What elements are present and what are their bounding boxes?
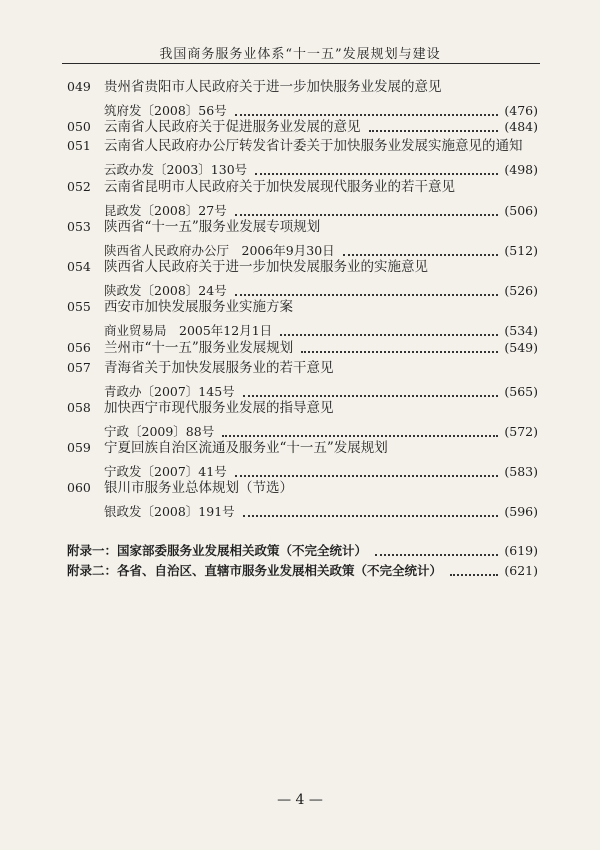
entry-page-number: (565): [504, 384, 538, 399]
entry-title: 加快西宁市现代服务业发展的指导意见: [104, 400, 334, 416]
appendix-1: [67, 541, 538, 561]
dot-leader: [235, 475, 499, 477]
dot-leader: [222, 435, 498, 437]
entry-title: 青海省关于加快发展服务业的若干意见: [104, 360, 334, 376]
entry-title: 云南省昆明市人民政府关于加快发展现代服务业的若干意见: [104, 179, 455, 195]
entry-number: 058: [67, 400, 91, 415]
appendix-page-number: (619): [504, 543, 538, 558]
entry-number: 052: [67, 179, 91, 194]
appendix-2: [67, 561, 538, 581]
dot-leader: [369, 130, 499, 132]
dot-leader: [375, 554, 498, 556]
entry-title: 云南省人民政府关于促进服务业发展的意见: [104, 119, 361, 135]
header-rule: [62, 63, 540, 64]
entry-page-number: (549): [504, 340, 538, 355]
dot-leader: [280, 334, 498, 336]
appendix-page-number: (621): [504, 563, 538, 578]
entry-title: 宁夏回族自治区流通及服务业“十一五”发展规划: [104, 440, 388, 456]
entry-doc-number: 陕政发〔2008〕24号: [104, 283, 227, 298]
page-footer-number: — 4 —: [277, 792, 323, 808]
entry-number: 051: [67, 138, 91, 153]
entry-title: 云南省人民政府办公厅转发省计委关于加快服务业发展实施意见的通知: [104, 138, 523, 154]
entry-number: 053: [67, 219, 91, 234]
entry-number: 054: [67, 259, 91, 274]
entry-page-number: (534): [504, 323, 538, 338]
entry-doc-number: 宁政发〔2007〕41号: [104, 464, 227, 479]
running-header: 我国商务服务业体系“十一五”发展规划与建设: [159, 47, 441, 62]
dot-leader: [235, 294, 499, 296]
entry-page-number: (526): [504, 283, 538, 298]
entry-number: 055: [67, 299, 91, 314]
entry-line: [104, 338, 538, 358]
entry-page-number: (484): [504, 119, 538, 134]
entry-page-number: (512): [504, 243, 538, 258]
appendix-title: 附录一：国家部委服务业发展相关政策（不完全统计）: [67, 543, 368, 558]
entry-page-number: (476): [504, 103, 538, 118]
entry-doc-number: 青政办〔2007〕145号: [104, 384, 235, 399]
entry-number: 050: [67, 119, 91, 134]
entry-page-number: (583): [504, 464, 538, 479]
entry-number: 056: [67, 340, 91, 355]
dot-leader: [235, 214, 499, 216]
entry-page-number: (572): [504, 424, 538, 439]
entry-number: 049: [67, 79, 91, 94]
entry-page-number: (596): [504, 504, 538, 519]
entry-number: 059: [67, 440, 91, 455]
dot-leader: [301, 351, 498, 353]
entry-title: 西安市加快发展服务业实施方案: [104, 299, 293, 315]
entry-title: 陕西省人民政府关于进一步加快发展服务业的实施意见: [104, 259, 428, 275]
appendix-title: 附录二：各省、自治区、直辖市服务业发展相关政策（不完全统计）: [67, 563, 443, 578]
entry-title: 银川市服务业总体规划（节选）: [104, 480, 293, 496]
entry-subline: [104, 502, 538, 522]
entry-doc-number: 云政办发〔2003〕130号: [104, 162, 248, 177]
entry-doc-number: 宁政〔2009〕88号: [104, 424, 215, 439]
entry-doc-number: 筑府发〔2008〕56号: [104, 103, 227, 118]
entry-line: [104, 117, 538, 137]
entry-title: 陕西省“十一五”服务业发展专项规划: [104, 219, 321, 235]
dot-leader: [243, 395, 499, 397]
entry-number: 060: [67, 480, 91, 495]
dot-leader: [243, 515, 499, 517]
toc-entry-060: [0, 478, 600, 526]
entry-page-number: (506): [504, 203, 538, 218]
entry-doc-number: 昆政发〔2008〕27号: [104, 203, 227, 218]
entry-doc-number: 商业贸易局 2005年12月1日: [104, 323, 273, 338]
entry-doc-number: 银政发〔2008〕191号: [104, 504, 235, 519]
entry-number: 057: [67, 360, 91, 375]
entry-doc-number: 陕西省人民政府办公厅 2006年9月30日: [104, 243, 335, 258]
entry-title: 兰州市“十一五”服务业发展规划: [104, 340, 294, 356]
entry-title: 贵州省贵阳市人民政府关于进一步加快服务业发展的意见: [104, 79, 442, 95]
dot-leader: [343, 254, 499, 256]
dot-leader: [450, 574, 498, 576]
dot-leader: [255, 173, 498, 175]
dot-leader: [235, 114, 499, 116]
entry-page-number: (498): [504, 162, 538, 177]
